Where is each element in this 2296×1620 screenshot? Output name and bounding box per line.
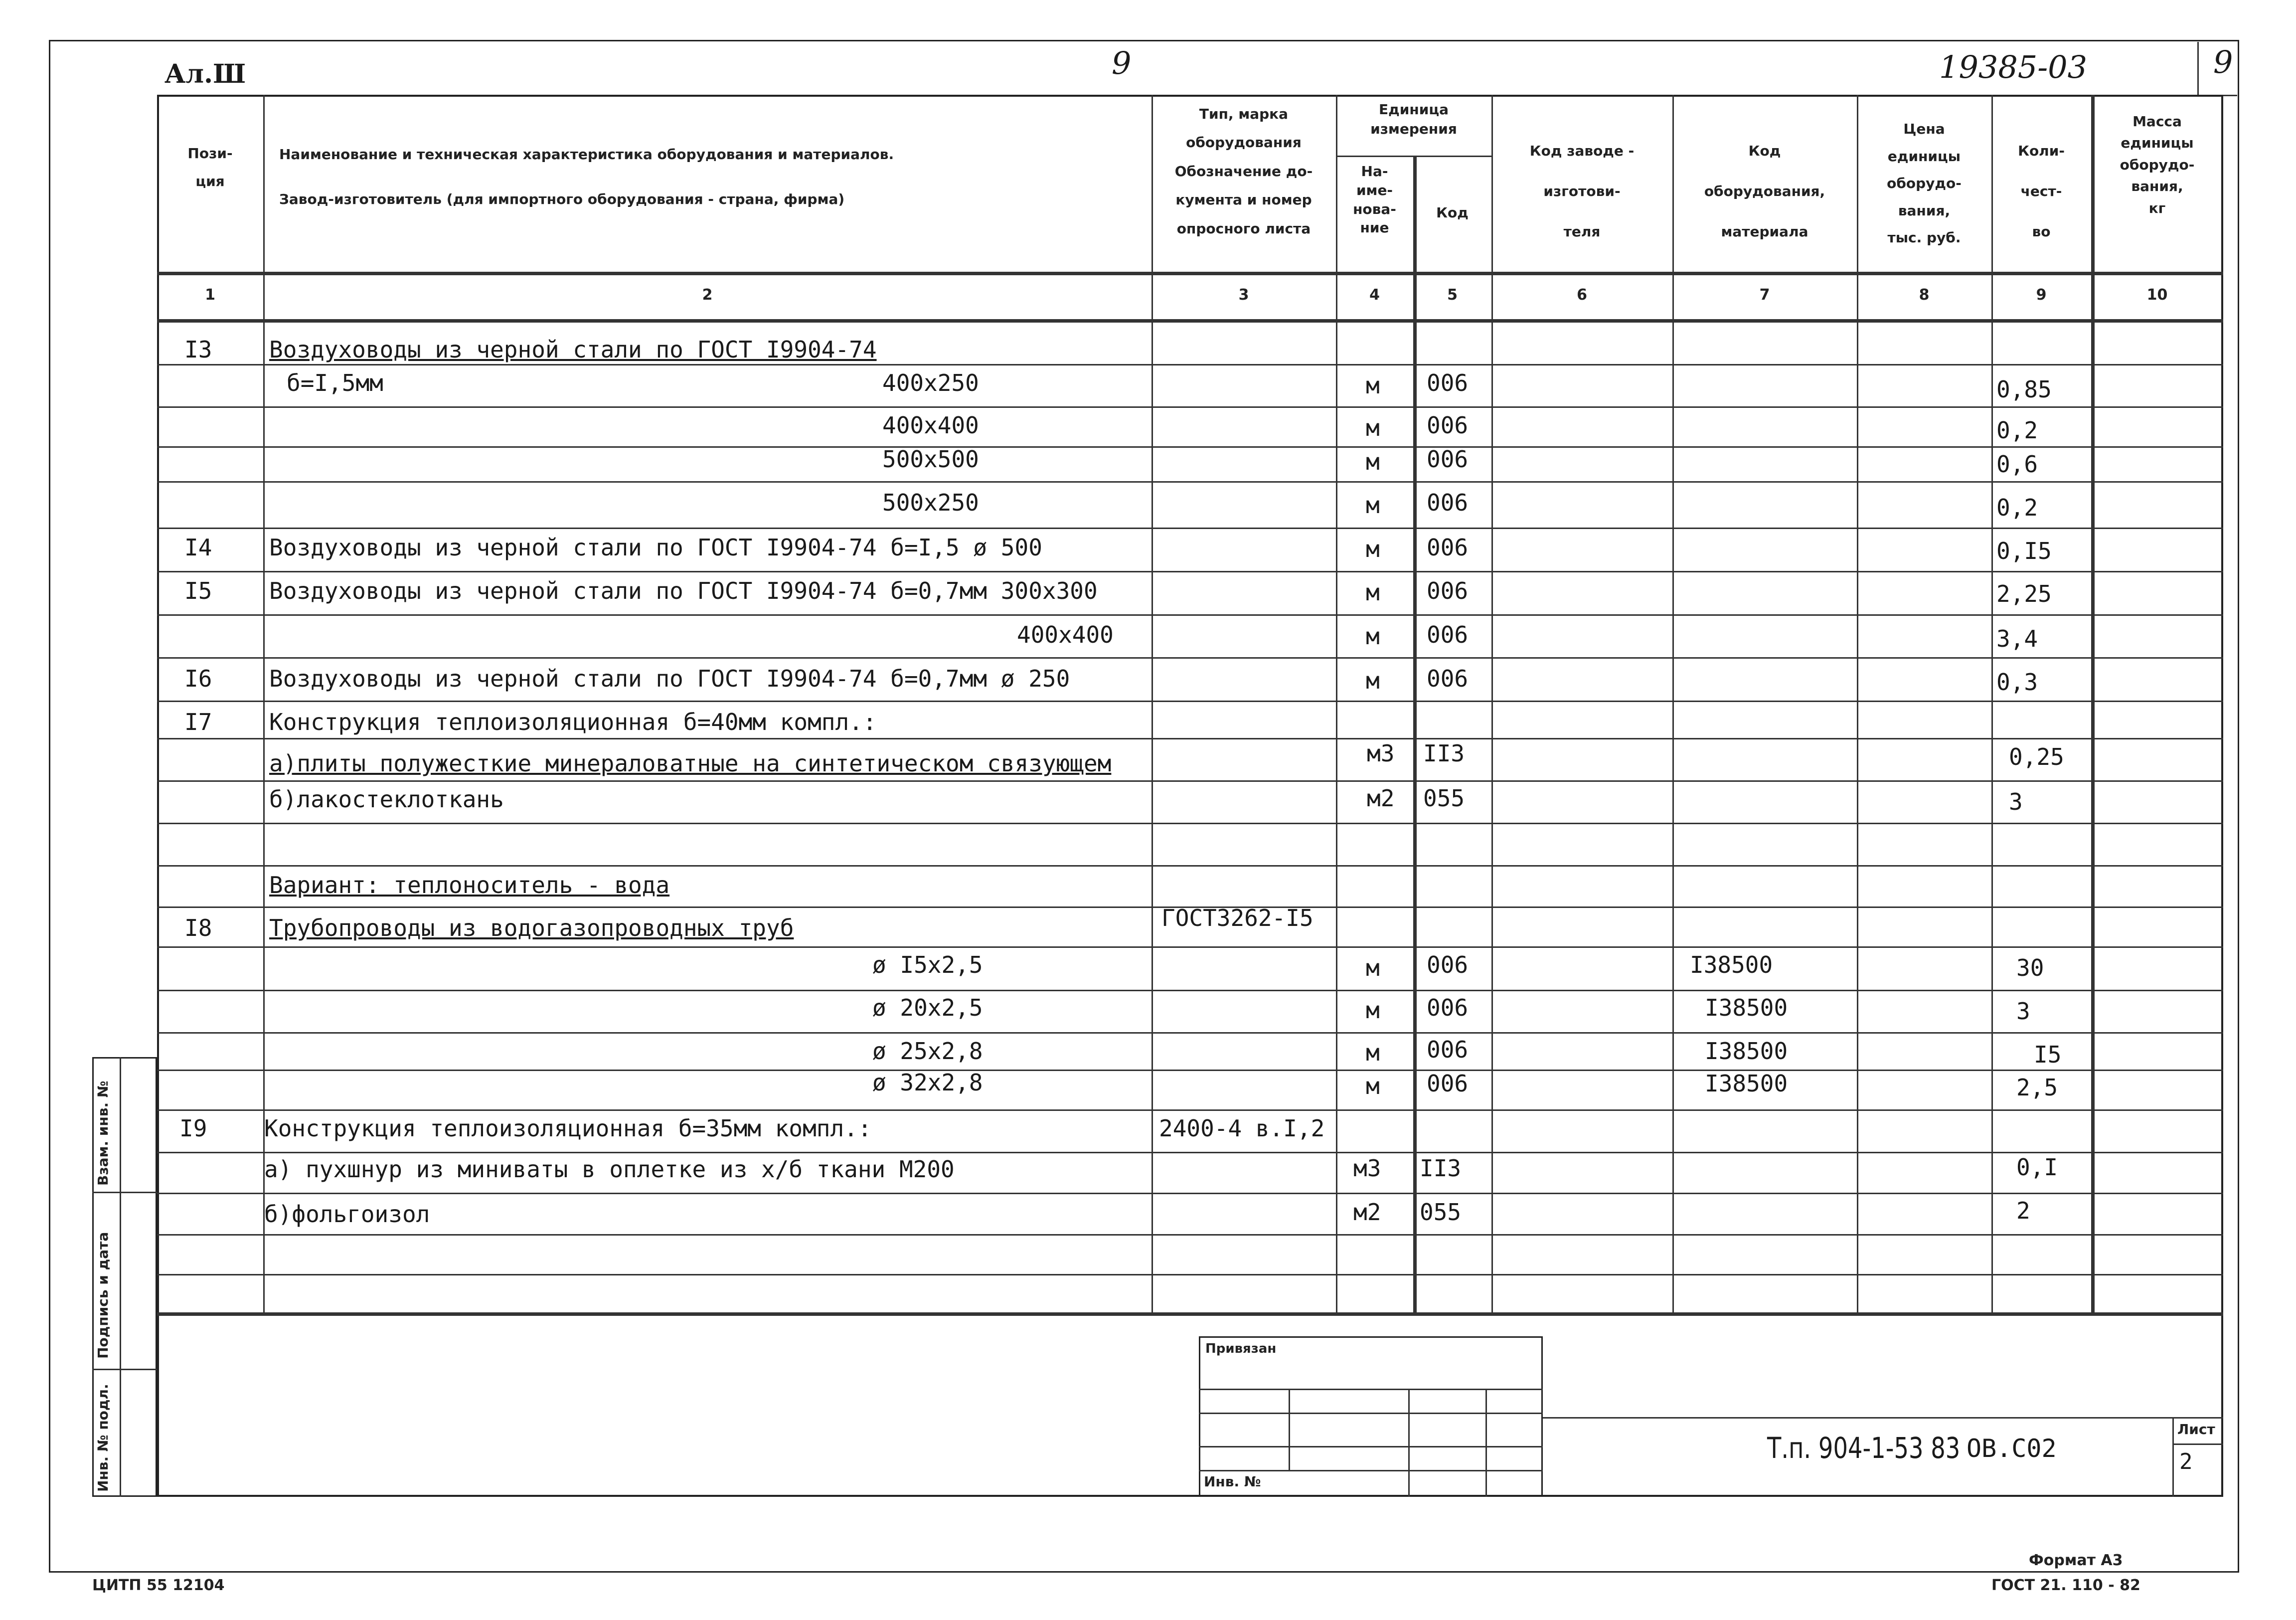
row-unit-code: 006 (1427, 621, 1469, 648)
row-name: б=I,5мм (287, 369, 383, 396)
row-quantity: 2,5 (2016, 1074, 2058, 1101)
row-unit-code: 006 (1427, 1070, 1469, 1097)
col-number-6: 6 (1577, 286, 1587, 304)
col-number-9: 9 (2036, 286, 2047, 304)
col-line-9 (2091, 95, 2095, 1314)
row-quantity: I5 (2034, 1041, 2062, 1068)
sheet-box-divider (2172, 1443, 2223, 1445)
row-name-size: 400x250 (882, 369, 979, 396)
table-body-bottom (157, 1312, 2223, 1316)
col-header-material-code: Код оборудования, материала (1704, 143, 1825, 240)
row-name: б)лакостеклоткань (269, 786, 504, 813)
row-unit: м (1366, 492, 1380, 519)
row-line (157, 823, 2223, 824)
col-header-position: Пози- ция (187, 145, 233, 189)
privyazan-label: Привязан (1205, 1341, 1277, 1356)
row-quantity: 0,2 (1996, 494, 2038, 521)
row-quantity: 2,25 (1996, 580, 2052, 607)
sheet-label: Лист (2177, 1421, 2215, 1438)
row-unit-code: 055 (1420, 1199, 1462, 1226)
row-unit-code: 006 (1427, 1036, 1469, 1063)
row-unit-code: 006 (1427, 994, 1469, 1021)
row-unit-code: 006 (1427, 412, 1469, 439)
row-unit: м3 (1353, 1155, 1381, 1182)
row-material-code: I38500 (1705, 994, 1788, 1021)
row-line (157, 990, 2223, 991)
row-name-size: 400x400 (882, 412, 979, 439)
side-stamp-line (92, 1369, 157, 1370)
col-header-price: Цена единицы оборудо- вания, тыс. руб. (1887, 121, 1962, 246)
row-line (157, 780, 2223, 782)
col-line-3 (1336, 95, 1337, 1314)
header-bottom-line (157, 272, 2223, 275)
row-line (157, 1070, 2223, 1071)
row-unit: м (1366, 579, 1380, 606)
row-unit: м (1366, 997, 1380, 1024)
privyazan-col (1289, 1389, 1290, 1471)
row-unit-code: II3 (1423, 740, 1465, 767)
col-header-quantity: Коли- чест- во (2018, 143, 2065, 240)
col-number-7: 7 (1759, 286, 1770, 304)
row-unit-code: 006 (1427, 534, 1469, 561)
row-unit-code: 006 (1427, 369, 1469, 396)
col-header-unit-name: На- име- нова- ние (1353, 163, 1396, 236)
row-unit: м (1366, 667, 1380, 694)
row-unit: м (1366, 954, 1380, 981)
row-position: I3 (184, 336, 212, 363)
row-unit: м (1366, 448, 1380, 475)
row-line (157, 481, 2223, 483)
row-quantity: 0,25 (2009, 743, 2064, 770)
privyazan-line (1199, 1413, 1543, 1414)
row-line (157, 364, 2223, 365)
privyazan-line (1199, 1389, 1543, 1390)
row-position: I8 (184, 914, 212, 941)
side-stamp-divider (120, 1057, 121, 1497)
designation-top-line (1543, 1417, 2223, 1419)
row-line (157, 701, 2223, 702)
row-quantity: 30 (2016, 954, 2044, 981)
row-quantity: 3,4 (1996, 625, 2038, 652)
row-quantity: 0,6 (1996, 451, 2038, 478)
col-header-type: Тип, марка оборудования Обозначение до- кумента и номер опросного листа (1174, 106, 1313, 237)
row-unit-code: 055 (1423, 785, 1465, 812)
row-name-size: 500x500 (882, 446, 979, 473)
col-number-3: 3 (1238, 286, 1249, 304)
col-line-4 (1413, 156, 1417, 1314)
side-stamp-podpis: Подпись и дата (95, 1232, 111, 1359)
sheet-number: 2 (2179, 1449, 2193, 1474)
footer-format: Формат А3 (2029, 1552, 2123, 1569)
row-material-code: I38500 (1690, 951, 1773, 978)
row-quantity: 2 (2016, 1197, 2030, 1224)
row-line (157, 1032, 2223, 1034)
row-unit: м2 (1353, 1199, 1381, 1226)
row-line (157, 1109, 2223, 1111)
row-quantity: 0,85 (1996, 376, 2052, 403)
col-number-8: 8 (1919, 286, 1930, 304)
side-stamp-line (92, 1192, 157, 1193)
row-unit: м2 (1367, 785, 1395, 812)
row-line (157, 1193, 2223, 1194)
col-line-7 (1857, 95, 1858, 1314)
inv-no-label: Инв. № (1204, 1473, 1261, 1490)
row-quantity: 0,I (2016, 1154, 2058, 1181)
row-unit: м (1366, 1073, 1380, 1099)
col-line-2 (1151, 95, 1153, 1314)
row-name: Трубопроводы из водогазопроводных труб (269, 914, 794, 941)
row-line (157, 446, 2223, 448)
row-name: Воздуховоды из черной стали по ГОСТ I9904-74 (269, 336, 877, 363)
privyazan-line (1199, 1470, 1543, 1471)
row-unit-code: II3 (1420, 1155, 1462, 1182)
document-number: 19385-03 (1939, 49, 2088, 85)
number-row-bottom-line (157, 319, 2223, 323)
privyazan-col (1485, 1389, 1487, 1497)
row-unit: м3 (1367, 740, 1395, 767)
row-unit: м (1366, 1039, 1380, 1066)
row-unit: м (1366, 536, 1380, 562)
row-line (157, 571, 2223, 572)
row-name: а)плиты полужесткие минераловатные на синтетическом связующем (269, 750, 1112, 777)
top-center-page: 9 (1112, 45, 1132, 81)
row-name-size: ø 32x2,8 (872, 1069, 983, 1096)
row-name: б)фольгоизол (264, 1201, 430, 1228)
col-header-unit: Единица измерения (1370, 101, 1457, 138)
row-quantity: 0,3 (1996, 669, 2038, 696)
sheet-corner-number: 9 (2213, 44, 2233, 80)
row-line (157, 657, 2223, 659)
privyazan-box (1199, 1336, 1543, 1497)
col-header-name: Наименование и техническая характеристика оборудования и материалов. Завод-изготовитель (для импортного оборудования - страна, фирма) (279, 146, 894, 207)
row-line (157, 614, 2223, 616)
sheet-box-left (2172, 1417, 2174, 1497)
row-line (157, 865, 2223, 867)
designation-code: ОВ.С02 (1967, 1434, 2057, 1463)
top-left-mark: Ал.Ш (164, 59, 246, 89)
col-number-4: 4 (1369, 286, 1380, 304)
row-name-size: 500x250 (882, 489, 979, 516)
row-name-size: 400x400 (1017, 621, 1114, 648)
row-name: а) пухшнур из миниваты в оплетке из х/б ткани М200 (264, 1156, 955, 1183)
row-type: ГОСТ3262-I5 (1161, 904, 1313, 931)
row-line (157, 946, 2223, 948)
footer-gost: ГОСТ 21. 110 - 82 (1991, 1577, 2140, 1594)
row-unit-code: 006 (1427, 489, 1469, 516)
footer-left-code: ЦИТП 55 12104 (92, 1577, 225, 1594)
col-header-mass: Масса единицы оборудо- вания, кг (2120, 113, 2195, 216)
row-name-size: ø 20x2,5 (872, 994, 983, 1021)
col-number-2: 2 (702, 286, 713, 304)
row-position: I7 (184, 709, 212, 735)
row-name: Воздуховоды из черной стали по ГОСТ I9904-74 б=0,7мм ø 250 (269, 665, 1070, 692)
col-header-factory-code: Код заводе - изготови- теля (1529, 143, 1635, 240)
row-name: Конструкция теплоизоляционная б=40мм компл.: (269, 709, 877, 735)
col-number-1: 1 (205, 286, 215, 304)
designation-hand: Т.п. 904-1-53 83 (1767, 1431, 1961, 1465)
privyazan-col (1408, 1389, 1410, 1497)
row-line (157, 406, 2223, 408)
corner-box-divider (2197, 42, 2199, 97)
row-unit: м (1366, 372, 1380, 399)
col-line-6 (1672, 95, 1674, 1314)
row-line (157, 1234, 2223, 1236)
row-name: Воздуховоды из черной стали по ГОСТ I9904-74 б=I,5 ø 500 (269, 534, 1042, 561)
row-quantity: 3 (2009, 788, 2023, 815)
side-stamp-inv: Инв. № подл. (95, 1384, 111, 1492)
side-stamp-vzam: Взам. инв. № (95, 1080, 111, 1186)
col-number-5: 5 (1447, 286, 1458, 304)
row-position: I5 (184, 577, 212, 604)
row-unit: м (1366, 414, 1380, 441)
col-header-unit-code: Код (1436, 204, 1469, 221)
row-unit-code: 006 (1427, 951, 1469, 978)
row-name-size: ø 25x2,8 (872, 1038, 983, 1065)
row-unit-code: 006 (1427, 577, 1469, 604)
row-quantity: 3 (2016, 998, 2030, 1025)
row-unit: м (1366, 623, 1380, 650)
col-line-8 (1991, 95, 1993, 1314)
privyazan-line (1199, 1446, 1543, 1447)
row-position: I6 (184, 665, 212, 692)
row-line (157, 1274, 2223, 1275)
row-line (157, 528, 2223, 529)
row-unit-code: 006 (1427, 665, 1469, 692)
col-number-10: 10 (2146, 286, 2168, 304)
row-material-code: I38500 (1705, 1038, 1788, 1065)
row-name: Вариант: теплоноситель - вода (269, 872, 670, 899)
row-name-size: ø I5x2,5 (872, 951, 983, 978)
row-unit-code: 006 (1427, 446, 1469, 473)
row-line (157, 1152, 2223, 1153)
row-material-code: I38500 (1705, 1070, 1788, 1097)
row-position: I4 (184, 534, 212, 561)
row-name: Воздуховоды из черной стали по ГОСТ I9904-74 б=0,7мм 300x300 (269, 577, 1098, 604)
row-type: 2400-4 в.I,2 (1159, 1115, 1325, 1142)
col-line-5 (1491, 95, 1493, 1314)
row-quantity: 0,I5 (1996, 538, 2052, 564)
row-line (157, 738, 2223, 739)
row-name: Конструкция теплоизоляционная б=35мм компл.: (264, 1115, 872, 1142)
row-position: I9 (179, 1115, 207, 1142)
row-quantity: 0,2 (1996, 417, 2038, 444)
